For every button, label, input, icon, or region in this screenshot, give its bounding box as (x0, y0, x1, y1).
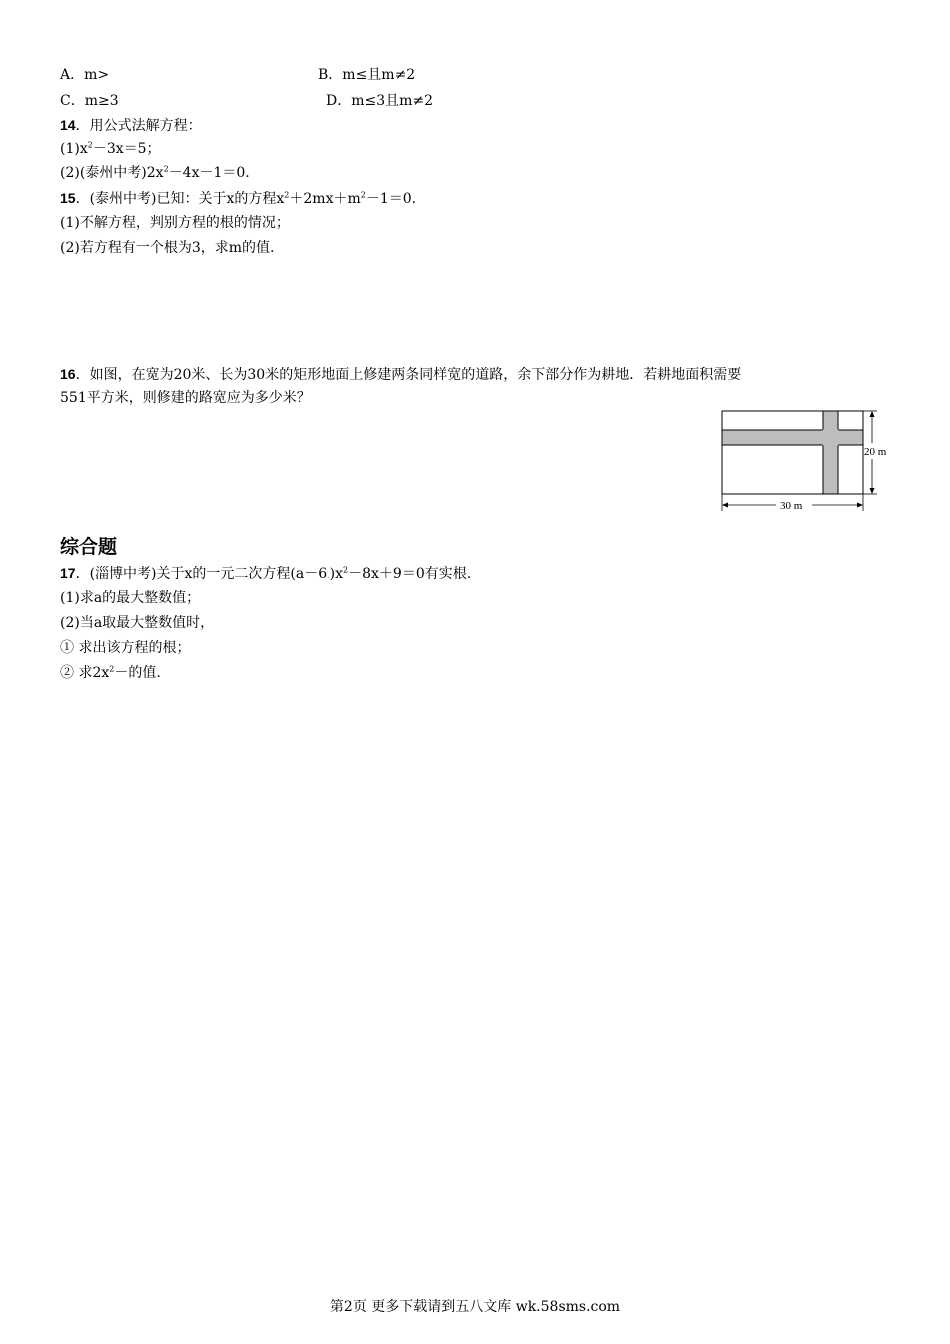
width-label: 20 m (864, 446, 887, 458)
question-15-number: 15 (60, 190, 76, 206)
field-rectangle (722, 411, 863, 494)
question-16-line-2: 551平方米，则修建的路宽应为多少米？ (60, 390, 311, 406)
option-a: A．m> (60, 67, 110, 83)
horizontal-road (722, 430, 863, 445)
question-14-stem: 14．用公式法解方程： (60, 117, 202, 134)
option-c: C．m≥3 (60, 93, 119, 109)
arrow-right (857, 503, 863, 508)
option-d: D．m≤3且m≠2 (326, 93, 434, 109)
question-16-line-1: 16．如图，在宽为20米、长为30米的矩形地面上修建两条同样宽的道路，余下部分作为耕地．若耕地面积需要 (60, 366, 742, 383)
question-17-stem: 17．(淄博中考)关于x的一元二次方程$(a-6.)x^2-8x+9=0$有实根. (60, 565, 472, 582)
page-footer: 第2页 更多下载请到五八文库 wk.58sms.com (329, 1299, 621, 1315)
vertical-road (823, 411, 838, 494)
road-figure (718, 405, 898, 515)
question-17-part-4: ② 求$2x^2-$的值. (60, 664, 161, 681)
question-16-number: 16 (60, 366, 76, 382)
section-heading: 综合题 (60, 536, 118, 558)
arrow-down (870, 488, 875, 494)
question-15-stem: 15．(泰州中考)已知：关于x的方程$x^2+2mx+m^2-1=0$. (60, 190, 417, 207)
question-17-number: 17 (60, 565, 76, 581)
question-14-part-1: $(1)x^2-3x=5$； (60, 140, 161, 157)
question-14-part-2: (2)(泰州中考)$2x^2-4x-1=0$. (60, 164, 250, 181)
question-17-part-3: ① 求出该方程的根； (60, 640, 191, 656)
question-14-number: 14 (60, 117, 76, 133)
arrow-left (722, 503, 728, 508)
question-17-part-1: (1)求a的最大整数值； (60, 590, 201, 606)
question-17-part-2: (2)当a取最大整数值时， (60, 615, 215, 631)
arrow-up (870, 411, 875, 417)
option-b: B．m≤且m≠2 (318, 67, 416, 83)
length-label: 30 m (780, 500, 803, 512)
question-15-part-2: (2)若方程有一个根为3，求m的值. (60, 240, 275, 256)
question-15-part-1: (1)不解方程，判别方程的根的情况； (60, 215, 290, 231)
